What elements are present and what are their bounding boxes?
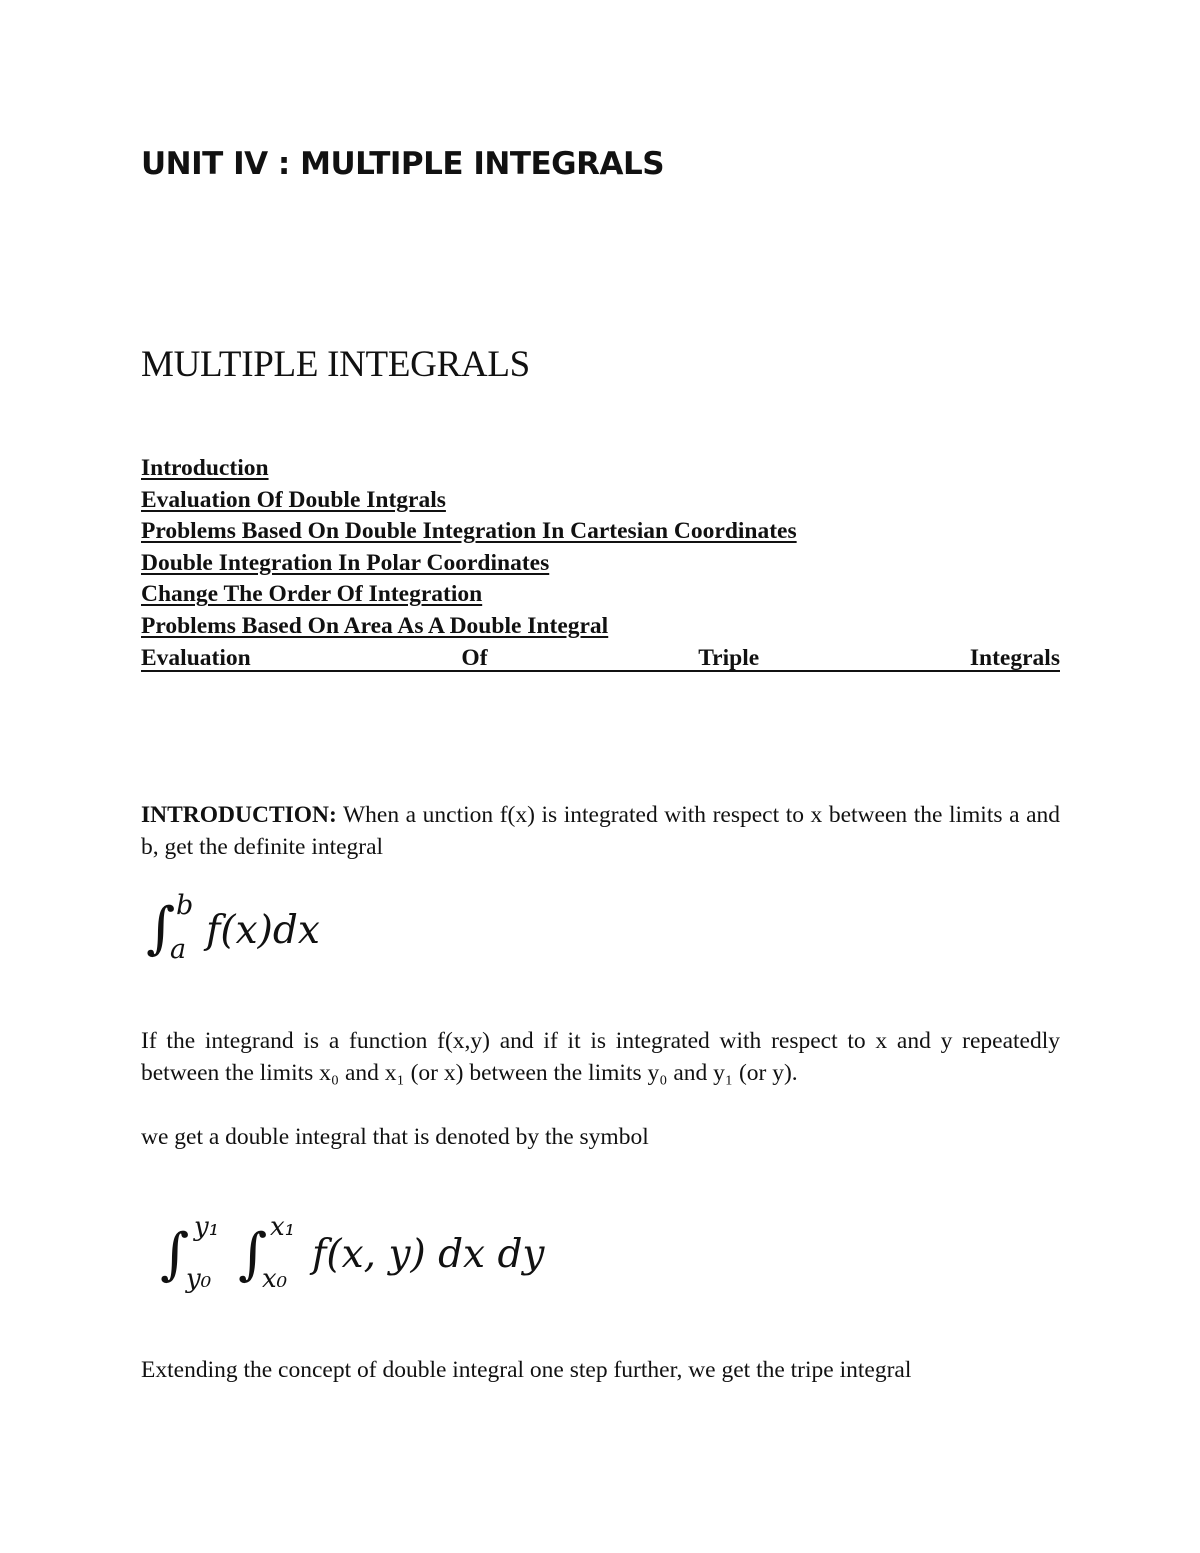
outer-lower-limit: y₀ (186, 1264, 212, 1294)
toc-link-evaluation-double[interactable]: Evaluation Of Double Intgrals (141, 486, 446, 513)
toc-item[interactable] (141, 453, 1060, 485)
toc-word[interactable]: Triple (698, 644, 760, 671)
toc-link-cartesian[interactable]: Problems Based On Double Integration In Cartesian Coordinates (141, 518, 797, 545)
toc-word[interactable]: Evaluation (141, 644, 251, 671)
toc-item[interactable] (141, 516, 1060, 548)
unit-title: UNIT IV : MULTIPLE INTEGRALS (141, 146, 665, 182)
definite-integral-formula (146, 890, 376, 980)
integral-sign: ∫ (146, 896, 176, 961)
integrand-paragraph: If the integrand is a function f(x,y) and if it is integrated with respect to x and y repeatedly between the limits x₀ and x₁ (or x) between the limits y₀ and y₁ (or y). (141, 1028, 1060, 1086)
toc-item[interactable] (141, 485, 1060, 517)
main-heading: MULTIPLE INTEGRALS (141, 344, 530, 385)
toc-item[interactable] (141, 548, 1060, 580)
outer-upper-limit: y₁ (194, 1212, 220, 1242)
double-integral-formula (160, 1212, 600, 1312)
toc-word[interactable]: Integrals (969, 644, 1060, 671)
toc-item[interactable] (141, 579, 1060, 611)
lower-limit: a (170, 934, 187, 965)
inner-integral-sign: ∫ (238, 1222, 268, 1287)
intro-paragraph (141, 799, 1060, 863)
toc-item-triple[interactable] (141, 643, 1060, 672)
toc-word[interactable]: Of (461, 644, 488, 671)
triple-integral-paragraph: Extending the concept of double integral one step further, we get the tripe integral (141, 1357, 912, 1383)
double-integrand: f(x, y) dx dy (312, 1232, 545, 1277)
table-of-contents (141, 453, 1060, 672)
inner-upper-limit: x₁ (270, 1212, 296, 1242)
upper-limit: b (176, 890, 194, 921)
double-integral-paragraph: we get a double integral that is denoted by the symbol (141, 1124, 649, 1150)
integrand: f(x)dx (206, 908, 320, 953)
toc-link-change-order[interactable]: Change The Order Of Integration (141, 581, 483, 608)
intro-text: When a unction f(x) is integrated with respect to x between the limits a and b, get the definite integral (141, 802, 1060, 860)
toc-link-introduction[interactable]: Introduction (141, 455, 269, 481)
outer-integral-sign: ∫ (160, 1222, 190, 1287)
intro-label: INTRODUCTION: (141, 802, 337, 828)
toc-link-area[interactable]: Problems Based On Area As A Double Integral (141, 612, 609, 639)
inner-lower-limit: x₀ (262, 1264, 288, 1294)
toc-link-polar[interactable]: Double Integration In Polar Coordinates (141, 549, 550, 576)
toc-item[interactable] (141, 611, 1060, 643)
